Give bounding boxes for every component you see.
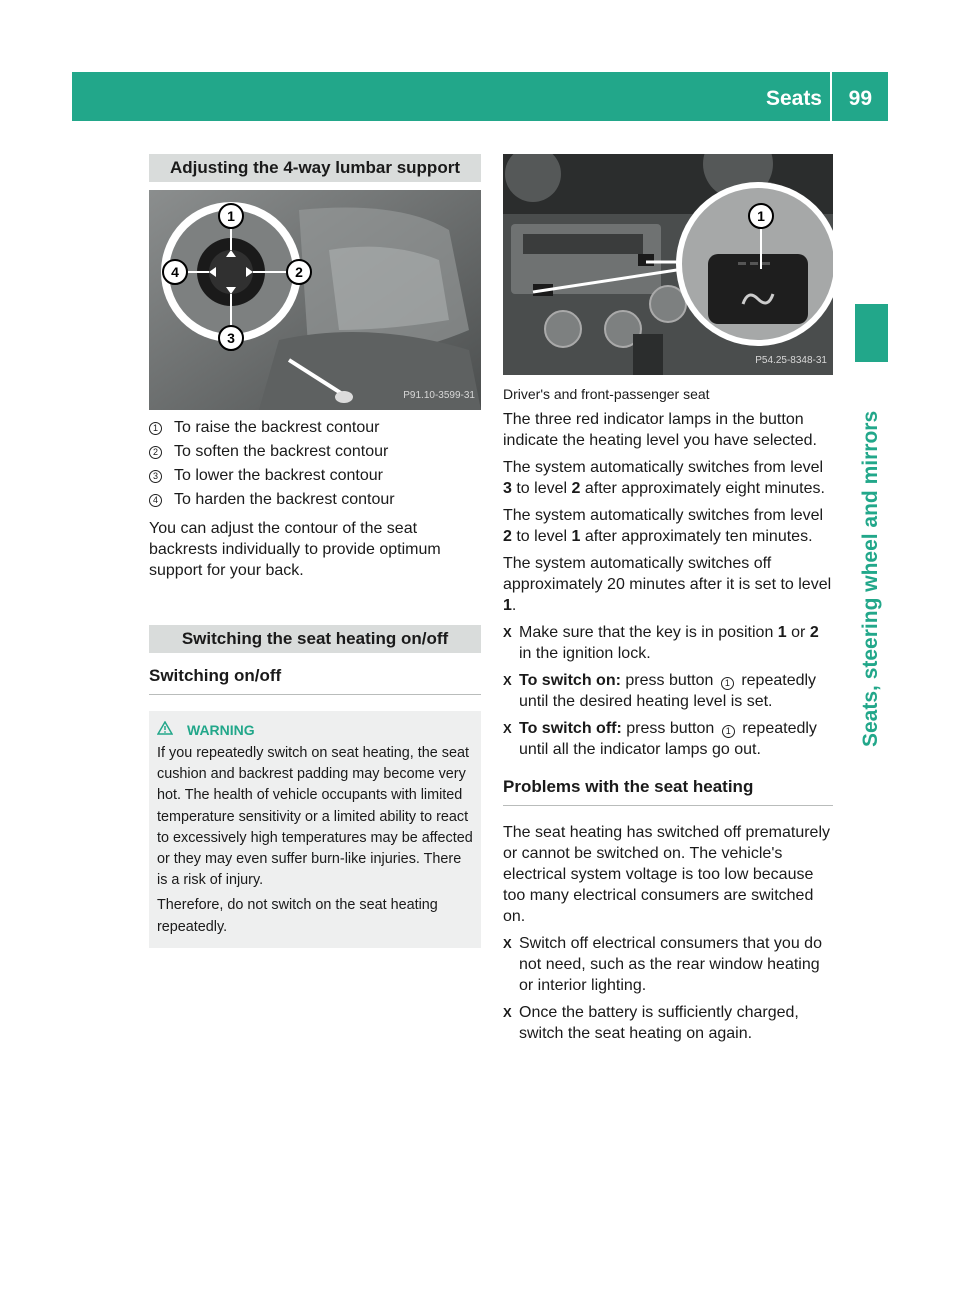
paragraph: The system automatically switches off approximately 20 minutes after it is set to level 1. [503, 555, 832, 614]
lumbar-list [149, 416, 481, 512]
svg-text:1: 1 [757, 208, 765, 224]
list-item [149, 440, 481, 464]
seat-heating-image [503, 154, 833, 375]
section-title-lumbar: Adjusting the 4-way lumbar support [149, 154, 481, 182]
step-text: To switch on: press button 1 repeatedly until the desired heating level is set. [519, 672, 817, 710]
warning-text-2: Therefore, do not switch on the seat heating repeatedly. [157, 897, 438, 935]
image-code: P54.25-8348-31 [755, 355, 827, 366]
step-arrow-icon: X [503, 1005, 512, 1020]
instruction-step [503, 1002, 833, 1044]
instruction-step [503, 933, 833, 996]
page-number: 99 [848, 87, 872, 110]
warning-header [157, 721, 473, 739]
warning-icon [157, 721, 175, 739]
svg-text:4: 4 [171, 264, 179, 280]
svg-text:1: 1 [227, 208, 235, 224]
list-item [149, 488, 481, 512]
step-arrow-icon: X [503, 625, 512, 640]
svg-text:2: 2 [295, 264, 303, 280]
warning-label: WARNING [187, 722, 255, 738]
list-item-text: To harden the backrest contour [174, 491, 395, 508]
lumbar-support-illustration [149, 190, 481, 410]
left-column [149, 154, 481, 948]
side-tab [855, 372, 888, 747]
step-arrow-icon: X [503, 721, 512, 736]
warning-text: If you repeatedly switch on seat heating, the seat cushion and backrest padding may become very hot. The health of vehicle occupants with limited temperature sensitivity or a limited ability to react to excessively high temperatures may be affected or they may even suffer burn-like injuries. There is a risk of injury. [157, 745, 473, 889]
instruction-step [503, 718, 833, 760]
step-text: Once the battery is sufficiently charged, switch the seat heating on again. [519, 1004, 799, 1042]
step-text: Switch off electrical consumers that you do not need, such as the rear window heating or interior lighting. [519, 935, 822, 994]
right-column [503, 154, 833, 1044]
image-caption: Driver's and front-passenger seat [503, 386, 710, 402]
lumbar-support-image [149, 190, 481, 410]
sub-heading-switching: Switching on/off [149, 665, 481, 695]
step-text: To switch off: press button 1 repeatedly until all the indicator lamps go out. [519, 720, 817, 758]
paragraph: The system automatically switches from level 2 to level 1 after approximately ten minutes. [503, 507, 824, 545]
step-arrow-icon: X [503, 673, 512, 688]
list-item-text: To raise the backrest contour [174, 419, 380, 436]
list-item [149, 464, 481, 488]
side-tab-label: Seats, steering wheel and mirrors [859, 410, 882, 747]
callout-number: 1 [149, 422, 162, 435]
step-arrow-icon: X [503, 936, 512, 951]
svg-text:3: 3 [227, 330, 235, 346]
header-separator [830, 72, 832, 121]
problems-heading: Problems with the seat heating [503, 776, 833, 806]
list-item [149, 416, 481, 440]
callout-number: 4 [149, 494, 162, 507]
callout-number: 2 [149, 446, 162, 459]
paragraph: The system automatically switches from level 3 to level 2 after approximately eight minutes. [503, 459, 825, 497]
list-item-text: To lower the backrest contour [174, 467, 383, 484]
image-code: P91.10-3599-31 [403, 390, 475, 401]
instruction-step [503, 670, 833, 712]
seat-heating-illustration [503, 154, 833, 375]
lumbar-description: You can adjust the contour of the seat backrests individually to provide optimum support for your back. [149, 520, 441, 579]
paragraph: The three red indicator lamps in the button indicate the heating level you have selected. [503, 411, 817, 449]
step-text: Make sure that the key is in position 1 or 2 in the ignition lock. [519, 624, 819, 662]
callout-number: 3 [149, 470, 162, 483]
section-title-seat-heating: Switching the seat heating on/off [149, 625, 481, 653]
instruction-step [503, 622, 833, 664]
header-title: Seats [765, 87, 822, 110]
side-tab-marker [855, 304, 888, 362]
page-header [72, 72, 888, 121]
list-item-text: To soften the backrest contour [174, 443, 389, 460]
warning-box [149, 711, 481, 948]
problems-description: The seat heating has switched off prematurely or cannot be switched on. The vehicle's electrical system voltage is too low because too many electrical consumers are switched on. [503, 824, 830, 925]
